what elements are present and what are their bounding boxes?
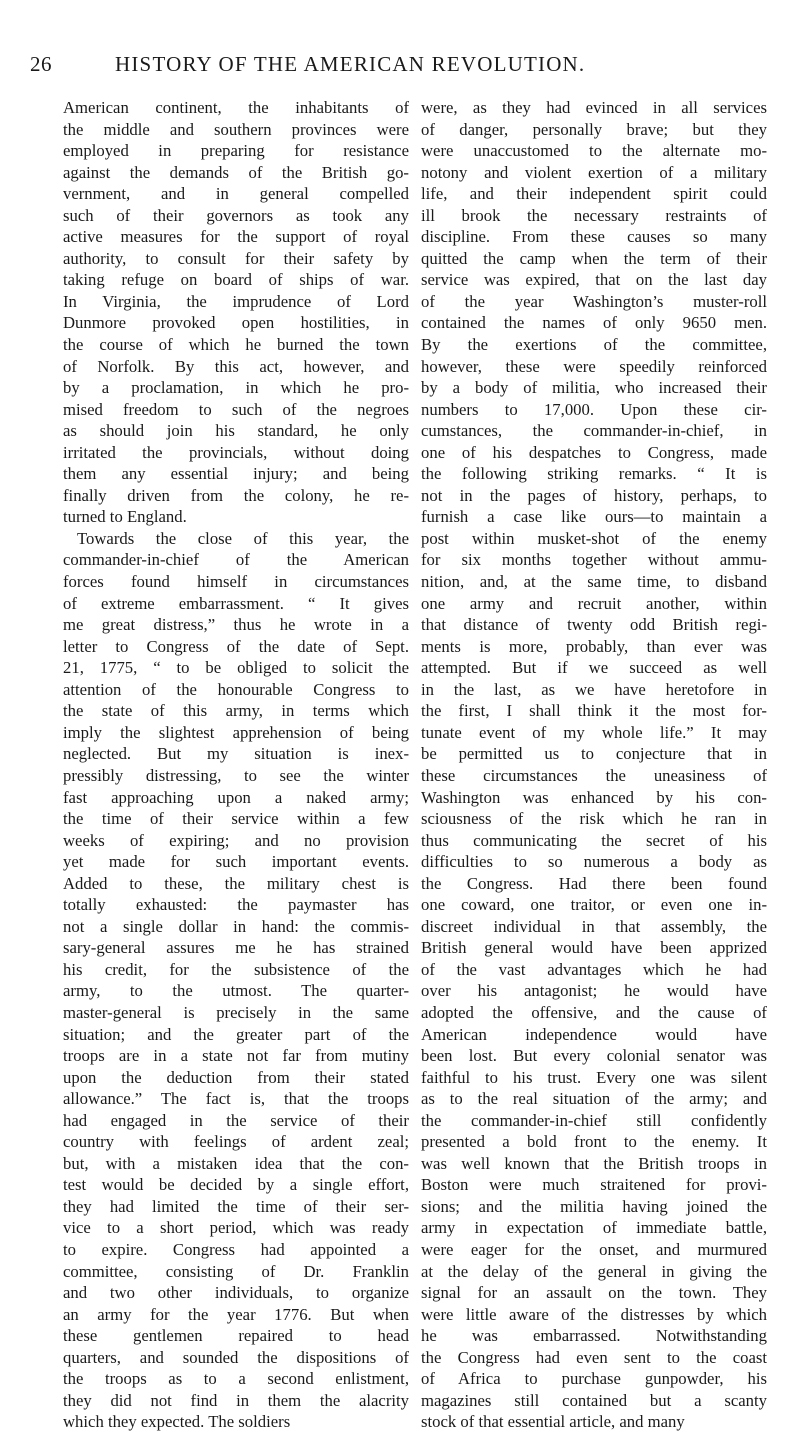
text-line: Washington was enhanced by his con- [421,787,767,807]
text-line: that distance of twenty odd British regi- [421,615,767,635]
text-line: post within musket-shot of the enemy [421,528,767,548]
text-line: letter to Congress of the date of Sept. [63,636,409,656]
text-line: had engaged in the service of their [63,1110,409,1130]
text-line: not a single dollar in hand: the commis- [63,916,409,936]
text-line: Added to these, the military chest is [63,873,409,893]
text-line: the course of which he burned the town [63,335,409,355]
text-line: at the delay of the general in giving the [421,1261,767,1281]
text-line: however, these were speedily reinforced [421,356,767,376]
text-line: commander-in-chief of the American [63,550,409,570]
text-line: such of their governors as took any [63,205,409,225]
text-line: were unaccustomed to the alternate mo- [421,141,767,161]
text-line: weeks of expiring; and no provision [63,830,409,850]
text-line: notony and violent exertion of a military [421,162,767,182]
text-line: as should join his standard, he only [63,421,409,441]
text-line: they did not find in them the alacrity [63,1390,409,1410]
text-line: discreet individual in that assembly, the [421,916,767,936]
text-line: test would be decided by a single effort, [63,1175,409,1195]
text-line: vernment, and in general compelled [63,184,409,204]
text-line: the following striking remarks. “ It is [421,464,767,484]
text-line: army, to the utmost. The quarter- [63,981,409,1001]
text-line: troops are in a state not far from mutiny [63,1046,409,1066]
text-line: the state of this army, in terms which [63,701,409,721]
text-line: irritated the provincials, without doing [63,442,409,462]
text-line: the middle and southern provinces were [63,119,409,139]
text-line: tunate event of my whole life.” It may [421,722,767,742]
text-line: of the year Washington’s muster-roll [421,291,767,311]
text-line: vice to a short period, which was ready [63,1218,409,1238]
text-line: sary-general assures me he has strained [63,938,409,958]
text-line: totally exhausted: the paymaster has [63,895,409,915]
text-line: life, and their independent spirit could [421,184,767,204]
text-line: by a proclamation, in which he pro- [63,378,409,398]
text-line: them any essential injury; and being [63,464,409,484]
text-line: cumstances, the commander-in-chief, in [421,421,767,441]
text-line: for six months together without ammu- [421,550,767,570]
text-line: the Congress had even sent to the coast [421,1347,767,1367]
text-line: to expire. Congress had appointed a [63,1239,409,1259]
text-line: employed in preparing for resistance [63,141,409,161]
text-line: were eager for the onset, and murmured [421,1239,767,1259]
text-line: over his antagonist; he would have [421,981,767,1001]
text-line: master-general is precisely in the same [63,1002,409,1022]
text-line: upon the deduction from their stated [63,1067,409,1087]
text-line: British general would have been apprized [421,938,767,958]
text-line: signal for an assault on the town. They [421,1283,767,1303]
text-line: faithful to his trust. Every one was silent [421,1067,767,1087]
text-line: furnish a case like ours—to maintain a [421,507,767,527]
text-line: and two other individuals, to organize [63,1283,409,1303]
text-line: numbers to 17,000. Upon these cir- [421,399,767,419]
text-line: difficulties to so numerous a body as [421,852,767,872]
text-line: neglected. But my situation is inex- [63,744,409,764]
text-line: imply the slightest apprehension of being [63,722,409,742]
text-line: sciousness of the risk which he ran in [421,809,767,829]
page-header [30,52,770,82]
text-line: which they expected. The soldiers [63,1412,291,1432]
text-line: not in the pages of history, perhaps, to [421,485,767,505]
text-line: of the vast advantages which he had [421,959,767,979]
text-line: country with feelings of ardent zeal; [63,1132,409,1152]
text-line: in the last, as we have heretofore in [421,679,767,699]
right-column [421,97,767,1433]
text-line: the Congress. Had there been found [421,873,767,893]
text-line: committee, consisting of Dr. Franklin [63,1261,409,1281]
text-line: magazines still contained but a scanty [421,1390,767,1410]
text-line: ments is more, probably, than ever was [421,636,767,656]
text-line: these gentlemen repaired to head [63,1326,409,1346]
text-line: be permitted us to conjecture that in [421,744,767,764]
text-line: finally driven from the colony, he re- [63,485,409,505]
text-line: Towards the close of this year, the [77,528,409,548]
text-line: me great distress,” thus he wrote in a [63,615,409,635]
text-line: the first, I shall think it the most for- [421,701,767,721]
left-column [63,97,409,1433]
text-line: contained the names of only 9650 men. [421,313,767,333]
text-line: 21, 1775, “ to be obliged to solicit the [63,658,409,678]
text-line: sions; and the militia having joined the [421,1196,767,1216]
text-line: thus communicating the secret of his [421,830,767,850]
text-line: fast approaching upon a naked army; [63,787,409,807]
text-line: one army and recruit another, within [421,593,767,613]
text-line: situation; and the greater part of the [63,1024,409,1044]
text-line: allowance.” The fact is, that the troops [63,1089,409,1109]
text-line: he was embarrassed. Notwithstanding [421,1326,767,1346]
text-line: as to the real situation of the army; and [421,1089,767,1109]
text-line: against the demands of the British go- [63,162,409,182]
text-line: yet made for such important events. [63,852,409,872]
text-line: were little aware of the distresses by which [421,1304,767,1324]
text-line: of danger, personally brave; but they [421,119,767,139]
text-line: adopted the offensive, and the cause of [421,1002,767,1022]
text-line: attempted. But if we succeed as well [421,658,767,678]
text-line: they had limited the time of their ser- [63,1196,409,1216]
text-line: army in expectation of immediate battle, [421,1218,767,1238]
text-line: of Africa to purchase gunpowder, his [421,1369,767,1389]
text-line: was well known that the British troops in [421,1153,767,1173]
text-line: these circumstances the uneasiness of [421,765,767,785]
text-line: of Norfolk. By this act, however, and [63,356,409,376]
text-line: discipline. From these causes so many [421,227,767,247]
text-line: taking refuge on board of ships of war. [63,270,409,290]
text-line: of extreme embarrassment. “ It gives [63,593,409,613]
text-line: the time of their service within a few [63,809,409,829]
text-line: his credit, for the subsistence of the [63,959,409,979]
text-line: turned to England. [63,507,187,527]
text-line: by a body of militia, who increased their [421,378,767,398]
text-line: Dunmore provoked open hostilities, in [63,313,409,333]
text-line: quitted the camp when the term of their [421,248,767,268]
text-line: American independence would have [421,1024,767,1044]
text-line: forces found himself in circumstances [63,572,409,592]
text-line: were, as they had evinced in all services [421,98,767,117]
text-line: quarters, and sounded the dispositions of [63,1347,409,1367]
text-line: ill brook the necessary restraints of [421,205,767,225]
text-line: attention of the honourable Congress to [63,679,409,699]
text-line: an army for the year 1776. But when [63,1304,409,1324]
text-line: one of his despatches to Congress, made [421,442,767,462]
text-line: but, with a mistaken idea that the con- [63,1153,409,1173]
running-title: HISTORY OF THE AMERICAN REVOLUTION. [115,52,586,76]
text-line: the commander-in-chief still confidently [421,1110,767,1130]
text-line: service was expired, that on the last day [421,270,767,290]
text-line: one coward, one traitor, or even one in- [421,895,767,915]
text-line: mised freedom to such of the negroes [63,399,409,419]
text-line: the troops as to a second enlistment, [63,1369,409,1389]
text-line: nition, and, at the same time, to disband [421,572,767,592]
text-line: pressibly distressing, to see the winter [63,765,409,785]
text-line: By the exertions of the committee, [421,335,767,355]
text-line: American continent, the inhabitants of [63,98,409,117]
text-line: active measures for the support of royal [63,227,409,247]
text-line: In Virginia, the imprudence of Lord [63,291,409,311]
text-line: presented a bold front to the enemy. It [421,1132,767,1152]
text-line: stock of that essential article, and many [421,1412,685,1432]
text-line: authority, to consult for their safety by [63,248,409,268]
text-line: been lost. But every colonial senator was [421,1046,767,1066]
text-line: Boston were much straitened for provi- [421,1175,767,1195]
page-number: 26 [30,52,52,76]
